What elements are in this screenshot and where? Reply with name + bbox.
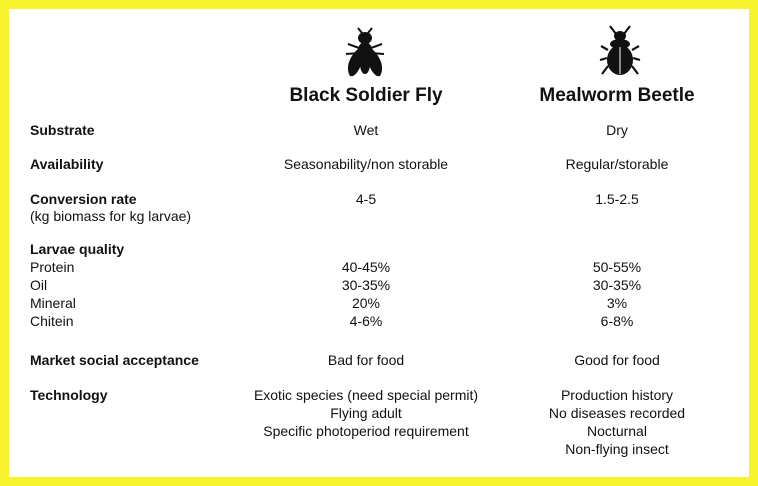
conversion-col1: 4-5 [355, 191, 377, 207]
oil-col2: 30-35% [592, 277, 642, 293]
label-larvae-quality: Larvae quality [30, 241, 125, 257]
label-technology: Technology [30, 387, 108, 403]
mineral-col2: 3% [606, 295, 628, 311]
label-conversion-rate: Conversion rate [30, 191, 137, 207]
market-col1: Bad for food [327, 352, 405, 368]
label-chitein: Chitein [30, 313, 74, 329]
protein-col1: 40-45% [341, 259, 391, 275]
header-black-soldier-fly: Black Soldier Fly [289, 85, 443, 106]
label-oil: Oil [30, 277, 48, 293]
label-substrate: Substrate [30, 122, 95, 138]
label-market-acceptance: Market social acceptance [30, 352, 199, 368]
chitein-col1: 4-6% [349, 313, 383, 329]
beetle-icon [598, 24, 642, 80]
protein-col2: 50-55% [592, 259, 642, 275]
technology-col1-line: Specific photoperiod requirement [263, 423, 469, 439]
header-mealworm-beetle: Mealworm Beetle [539, 85, 695, 106]
oil-col1: 30-35% [341, 277, 391, 293]
label-availability: Availability [30, 156, 104, 172]
fly-icon [340, 26, 390, 80]
label-conversion-sub: (kg biomass for kg larvae) [30, 208, 192, 224]
chitein-col2: 6-8% [600, 313, 634, 329]
substrate-col2: Dry [606, 122, 628, 138]
availability-col1: Seasonability/non storable [283, 156, 449, 172]
market-col2: Good for food [574, 352, 660, 368]
substrate-col1: Wet [353, 122, 379, 138]
technology-col1-line: Flying adult [330, 405, 402, 421]
technology-col2 [467, 386, 758, 458]
mineral-col1: 20% [351, 295, 381, 311]
technology-col2-line: No diseases recorded [548, 405, 686, 421]
label-mineral: Mineral [30, 295, 76, 311]
label-protein: Protein [30, 259, 75, 275]
technology-col2-line: Non-flying insect [565, 441, 669, 457]
technology-col1-line: Exotic species (need special permit) [253, 387, 479, 403]
technology-col2-line: Nocturnal [587, 423, 647, 439]
availability-col2: Regular/storable [565, 156, 669, 172]
conversion-col2: 1.5-2.5 [595, 191, 639, 207]
technology-col2-line: Production history [560, 387, 674, 403]
